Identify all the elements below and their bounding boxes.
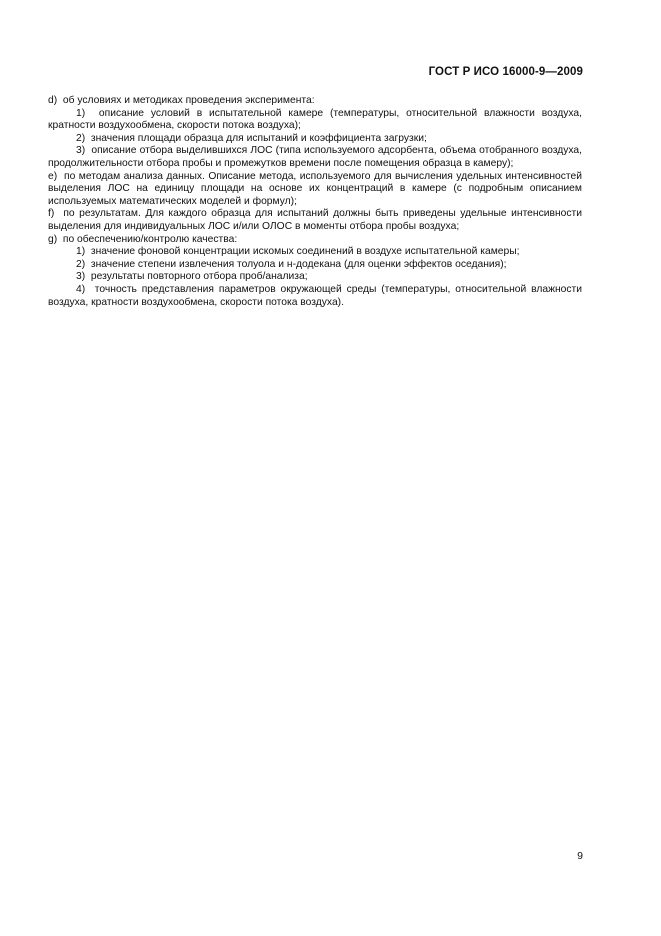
list-item-g-1: 1) значение фоновой концентрации искомых соединений в воздухе испытательной камеры;: [76, 246, 520, 258]
list-item-g-4: 4) точность представления параметров окружающей среды (температуры, относительной влажности воздуха, кратности воздухообмена, скорости потока воздуха).: [48, 283, 582, 308]
page-number: 9: [577, 850, 583, 862]
list-item-e: e) по методам анализа данных. Описание метода, используемого для вычисления удельных интенсивностей выделения ЛОС на единицу площади на основе их концентраций в камере (с подробным описанием используемых математических моделей и формул);: [48, 170, 582, 207]
list-item-d-3: 3) описание отбора выделившихся ЛОС (типа используемого адсорбента, объема отобранного воздуха, продолжительности отбора пробы и промежутков времени после помещения образца в камеру);: [48, 145, 582, 169]
list-item-d-2: 2) значения площади образца для испытаний и коэффициента загрузки;: [76, 132, 427, 144]
list-item-d-1: 1) описание условий в испытательной камере (температуры, относительной влажности воздуха, кратности воздухообмена, скорости потока воздуха);: [48, 107, 582, 132]
list-item-d: d) об условиях и методиках проведения эксперимента:: [48, 95, 315, 106]
list-item-g-2: 2) значение степени извлечения толуола и н-додекана (для оценки эффектов оседания);: [76, 258, 507, 270]
list-item-g: g) по обеспечению/контролю качества:: [48, 233, 238, 245]
document-body: [48, 95, 582, 309]
list-item-f: f) по результатам. Для каждого образца для испытаний должны быть приведены удельные интенсивности выделения для индивидуальных ЛОС и/или ОЛОС в моменты отбора пробы воздуха;: [48, 208, 582, 232]
list-item-g-3: 3) результаты повторного отбора проб/анализа;: [76, 271, 308, 283]
document-header-id: ГОСТ Р ИСО 16000-9—2009: [428, 66, 583, 78]
